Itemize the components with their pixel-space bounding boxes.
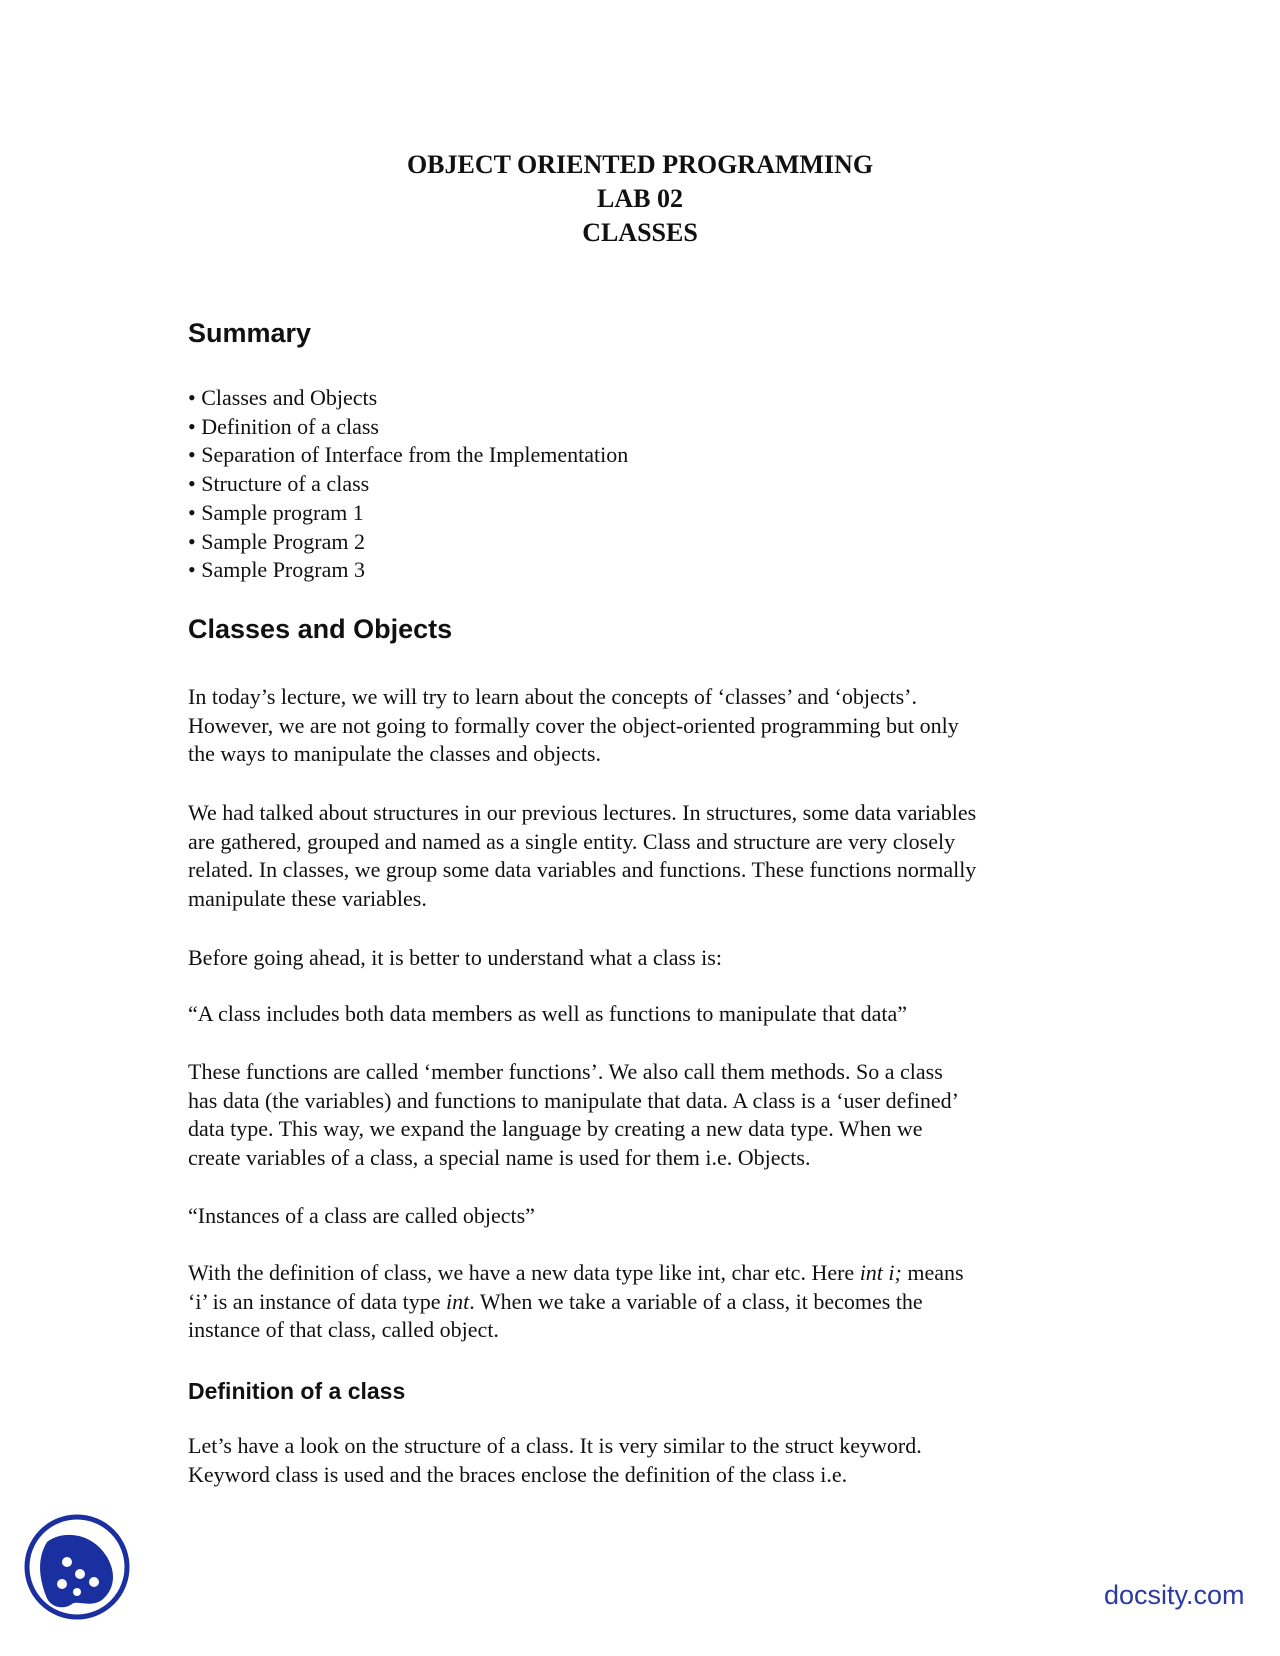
list-item: • Sample program 1 (188, 499, 628, 528)
data-type-paragraph (188, 1259, 1108, 1345)
classes-objects-heading: Classes and Objects (188, 614, 453, 644)
list-item: • Sample Program 3 (188, 556, 628, 585)
summary-heading: Summary (188, 318, 312, 348)
text-run: With the definition of class, we have a new data type like int, char etc. Here (188, 1260, 860, 1285)
docsity-logo-icon (22, 1512, 132, 1622)
document-title (0, 148, 1280, 250)
class-definition-quote: “A class includes both data members as well as functions to manipulate that data” (188, 1001, 908, 1026)
title-line-lab: LAB 02 (597, 184, 683, 213)
summary-list (188, 384, 628, 585)
title-line-course: OBJECT ORIENTED PROGRAMMING (406, 150, 874, 179)
text-run: . When we take a variable of a class, it becomes the instance of that class, called object. (188, 1288, 923, 1343)
list-item: • Classes and Objects (188, 384, 628, 413)
list-item: • Sample Program 2 (188, 528, 628, 557)
instances-quote: “Instances of a class are called objects” (188, 1203, 535, 1228)
definition-paragraph: Let’s have a look on the structure of a class. It is very similar to the struct keyword. Keyword class is used and the braces enclose the definition of the class i.e. (188, 1433, 922, 1487)
code-term: int (446, 1288, 470, 1314)
list-item: • Structure of a class (188, 470, 628, 499)
structures-paragraph: We had talked about structures in our previous lectures. In structures, some data variables are gathered, grouped and named as a single entity. Class and structure are very closely related. In classes, we group some data variables and functions. These functions normally manipulate these variables. (188, 800, 977, 912)
list-item: • Definition of a class (188, 413, 628, 442)
code-term: int i; (859, 1260, 902, 1285)
before-going-paragraph: Before going ahead, it is better to understand what a class is: (188, 945, 722, 970)
intro-paragraph: In today’s lecture, we will try to learn about the concepts of ‘classes’ and ‘objects’. However, we are not going to formally cover the object-oriented programming but only the ways to manipulate the classes and objects. (188, 684, 959, 767)
title-line-topic: CLASSES (582, 218, 698, 247)
list-item: • Separation of Interface from the Implementation (188, 441, 628, 470)
text-run: means ‘i’ is an instance of data type (188, 1260, 964, 1314)
member-functions-paragraph: These functions are called ‘member functions’. We also call them methods. So a class has data (the variables) and functions to manipulate that data. A class is a ‘user defined’ data type. This way, we expand the language by creating a new data type. When we create variables of a class, a special name is used for them i.e. Objects. (188, 1059, 959, 1171)
docsity-brand-text[interactable]: docsity.com (1104, 1580, 1245, 1610)
definition-heading: Definition of a class (188, 1378, 406, 1404)
